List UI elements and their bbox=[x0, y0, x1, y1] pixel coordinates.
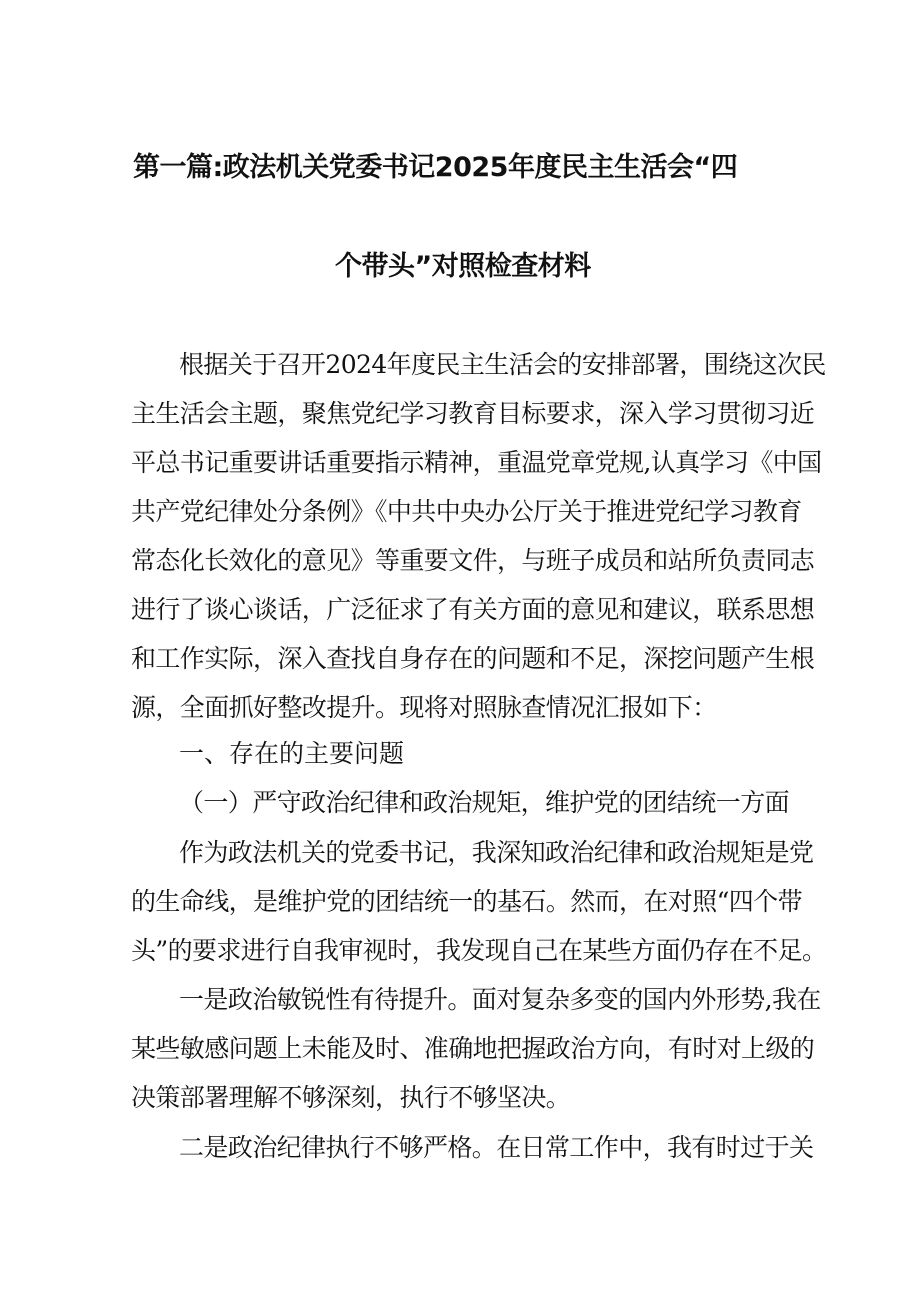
intro-line-7: 和工作实际，深入查找自身存在的问题和不足，深挖问题产生根 bbox=[131, 644, 815, 673]
para3-line-1: 二是政治纪律执行不够严格。在日常工作中，我有时过于关 bbox=[179, 1133, 814, 1162]
intro-line-4: 共产党纪律处分条例》《中共中央办公厅关于推进党纪学习教育 bbox=[131, 497, 802, 526]
intro-line-5: 常态化长效化的意见》等重要文件，与班子成员和站所负责同志 bbox=[131, 546, 815, 575]
intro-line-8: 源，全面抓好整改提升。现将对照脉查情况汇报如下： bbox=[131, 693, 717, 722]
intro-line-3: 平总书记重要讲话重要指示精神，重温党章党规,认真学习《中国 bbox=[131, 448, 822, 477]
subsection-heading-1: （一）严守政治纪律和政治规矩，维护党的团结统一方面 bbox=[179, 788, 790, 817]
intro-line-6: 进行了谈心谈话，广泛征求了有关方面的意见和建议，联系思想 bbox=[131, 595, 815, 624]
para2-line-1: 一是政治敏锐性有待提升。面对复杂多变的国内外形势,我在 bbox=[179, 985, 821, 1014]
para1-line-2: 的生命线，是维护党的团结统一的基石。然而，在对照“四个带 bbox=[131, 887, 802, 916]
para1-line-3: 头”的要求进行自我审视时，我发现自己在某些方面仍存在不足。 bbox=[131, 936, 827, 965]
para2-line-3: 决策部署理解不够深刻，执行不够坚决。 bbox=[131, 1083, 571, 1112]
section-heading-1: 一、存在的主要问题 bbox=[179, 739, 405, 768]
para2-line-2: 某些敏感问题上未能及时、准确地把握政治方向，有时对上级的 bbox=[131, 1034, 815, 1063]
intro-line-2: 主生活会主题，聚焦党纪学习教育目标要求，深入学习贯彻习近 bbox=[131, 399, 815, 428]
document-title-line-1: 第一篇:政法机关党委书记2025年度民主生活会“四 bbox=[133, 152, 738, 183]
document-title-line-2: 个带头”对照检查材料 bbox=[335, 251, 591, 282]
intro-line-1: 根据关于召开2024年度民主生活会的安排部署，围绕这次民 bbox=[179, 350, 826, 379]
para1-line-1: 作为政法机关的党委书记，我深知政治纪律和政治规矩是党 bbox=[179, 838, 814, 867]
